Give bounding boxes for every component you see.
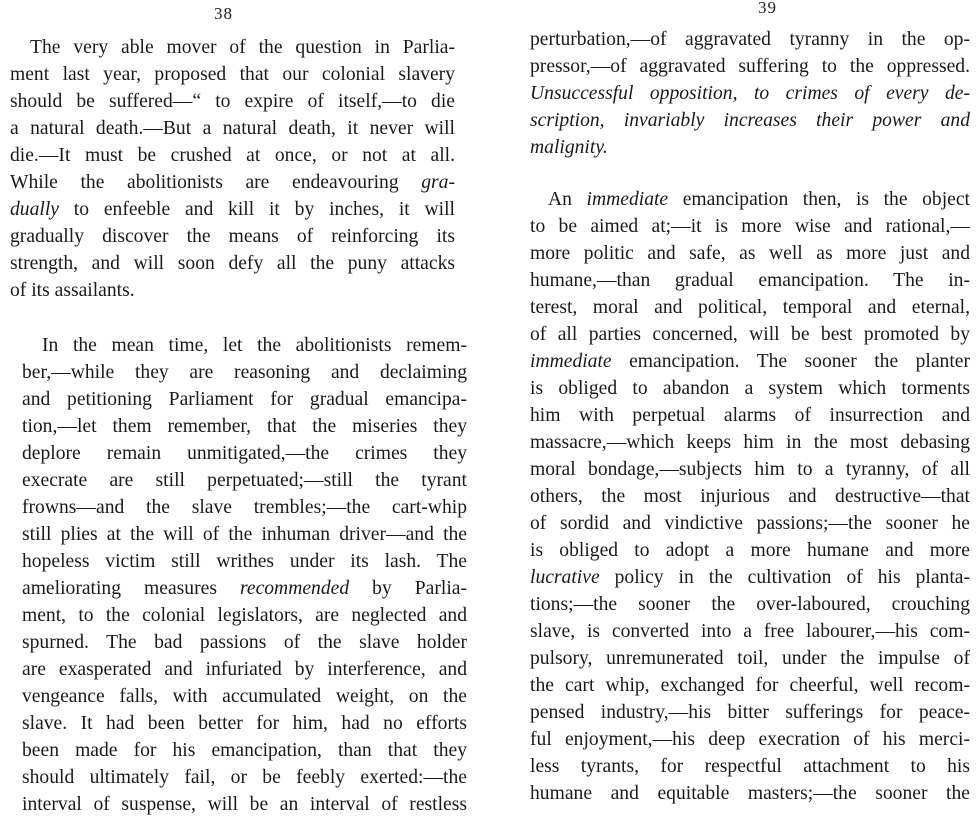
text-line: scription, invariably increases their power and (530, 110, 970, 131)
text-line: lucrative policy in the cultivation of his planta- (530, 567, 970, 588)
text-line: a natural death.—But a natural death, it never will (10, 118, 455, 139)
text-line: ber,—while they are reasoning and declaiming (22, 362, 467, 383)
text-line: slave, is converted into a free labourer,—his com- (530, 621, 970, 642)
text-line: of sordid and vindictive passions;—the sooner he (530, 513, 970, 534)
text-line: and petitioning Parliament for gradual emancipa- (22, 389, 467, 410)
paragraph-right-1 (530, 26, 970, 161)
text-line: of all parties concerned, will be best promoted by (530, 324, 970, 345)
text-line: gradually discover the means of reinforcing its (10, 226, 455, 247)
text-line: deplore remain unmitigated,—the crimes they (22, 443, 467, 464)
text-line: him with perpetual alarms of insurrection and (530, 405, 970, 426)
text-line: perturbation,—of aggravated tyranny in the op- (530, 29, 970, 50)
text-line: others, the most injurious and destructive—that (530, 486, 970, 507)
text-line: interval of suspense, will be an interval of restless (22, 794, 467, 815)
page-number-right: 39 (758, 0, 777, 17)
text-line: still plies at the will of the inhuman driver—and the (22, 524, 467, 545)
text-line: should be suffered—“ to expire of itself,—to die (10, 91, 455, 112)
text-line: vengeance falls, with accumulated weight, on the (22, 686, 467, 707)
text-line: is obliged to abandon a system which torments (530, 378, 970, 399)
text-line: execrate are still perpetuated;—still the tyrant (22, 470, 467, 491)
text-line: die.—It must be crushed at once, or not at all. (10, 145, 455, 166)
text-line: is obliged to adopt a more humane and more (530, 540, 970, 561)
text-line: moral bondage,—subjects him to a tyranny, of all (530, 459, 970, 480)
text-line: ment last year, proposed that our colonial slavery (10, 64, 455, 85)
text-line: the cart whip, exchanged for cheerful, well recom- (530, 675, 970, 696)
text-line: terest, moral and political, temporal and eternal, (530, 297, 970, 318)
text-line: pulsory, unremunerated toil, under the impulse of (530, 648, 970, 669)
text-line: Unsuccessful opposition, to crimes of every de- (530, 83, 970, 104)
text-line: tion,—let them remember, that the miseries they (22, 416, 467, 437)
text-line: of its assailants. (10, 280, 135, 301)
text-line: less tyrants, for respectful attachment to his (530, 756, 970, 777)
text-line: to be aimed at;—it is more wise and rational,— (530, 216, 970, 237)
text-line: frowns—and the slave trembles;—the cart-whip (22, 497, 467, 518)
text-line: tions;—the sooner the over-laboured, crouching (530, 594, 970, 615)
text-line: An immediate emancipation then, is the object (548, 189, 970, 210)
text-line: ameliorating measures recommended by Parlia- (22, 578, 467, 599)
text-line: been made for his emancipation, than that they (22, 740, 467, 761)
text-line: slave. It had been better for him, had no efforts (22, 713, 467, 734)
text-line: more politic and safe, as well as more just and (530, 243, 970, 264)
text-line: pressor,—of aggravated suffering to the oppressed. (530, 56, 970, 77)
text-line: are exasperated and infuriated by interference, and (22, 659, 467, 680)
paragraph-right-2 (530, 186, 970, 807)
text-line: pensed industry,—his bitter sufferings for peace- (530, 702, 970, 723)
text-line: malignity. (530, 137, 608, 158)
text-line: dually to enfeeble and kill it by inches, it will (10, 199, 455, 220)
text-line: ful enjoyment,—his deep execration of his merci- (530, 729, 970, 750)
page-number-left: 38 (214, 4, 233, 23)
text-line: ment, to the colonial legislators, are neglected and (22, 605, 467, 626)
text-line: immediate emancipation. The sooner the planter (530, 351, 970, 372)
text-line: While the abolitionists are endeavouring gra- (10, 172, 455, 193)
text-line: strength, and will soon defy all the puny attacks (10, 253, 455, 274)
paragraph-left-1 (10, 34, 455, 304)
text-line: hopeless victim still writhes under its lash. The (22, 551, 467, 572)
text-line: In the mean time, let the abolitionists remem- (42, 335, 467, 356)
text-line: The very able mover of the question in Parlia- (30, 37, 455, 58)
text-line: humane and equitable masters;—the sooner the (530, 783, 970, 804)
text-line: should ultimately fail, or be feebly exerted:—the (22, 767, 467, 788)
text-line: humane,—than gradual emancipation. The in- (530, 270, 970, 291)
paragraph-left-2 (22, 332, 467, 818)
text-line: massacre,—which keeps him in the most debasing (530, 432, 970, 453)
text-line: spurned. The bad passions of the slave holder (22, 632, 467, 653)
